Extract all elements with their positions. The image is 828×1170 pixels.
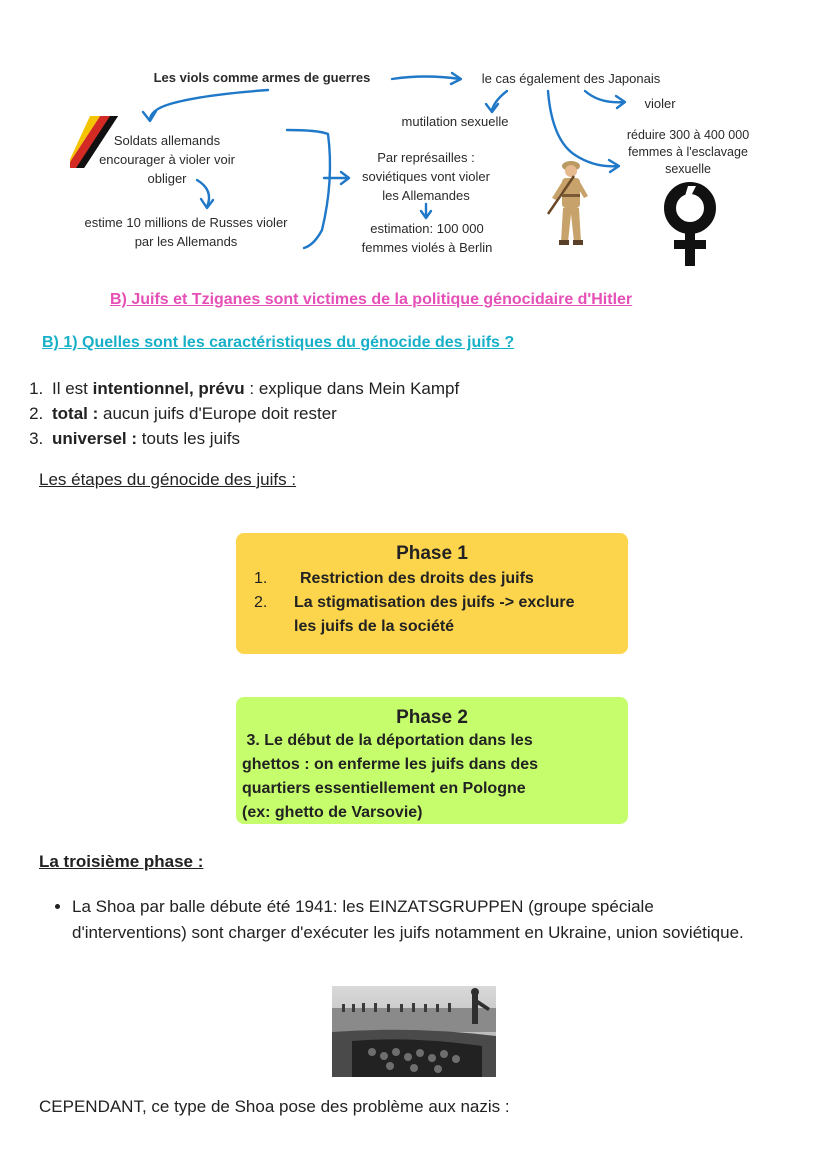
phase2-line: (ex: ghetto de Varsovie) <box>242 804 423 821</box>
phase1-box <box>236 533 628 654</box>
phase2-line: 3. Le début de la déportation dans les <box>242 732 533 749</box>
diagram-reprisals: Par représailles : soviétiques vont violer les Allemandes <box>362 150 490 203</box>
third-phase-title: La troisième phase : <box>39 852 204 871</box>
broken-female-symbol-icon <box>658 178 722 268</box>
phase2-title: Phase 2 <box>396 707 468 728</box>
characteristic-item: 2. total : aucun juifs d'Europe doit rester <box>48 401 776 426</box>
phase1-item: 2. La stigmatisation des juifs -> exclure <box>254 594 575 611</box>
phase1-title: Phase 1 <box>396 543 468 564</box>
section-b-title: B) Juifs et Tziganes sont victimes de la politique génocidaire d'Hitler <box>110 291 633 308</box>
diagram-slavery: réduire 300 à 400 000 femmes à l'esclavage sexuelle <box>626 128 750 176</box>
diagram-mutilation: mutilation sexuelle <box>401 114 509 129</box>
phase2-box <box>236 697 628 824</box>
phase2-line: quartiers essentiellement en Pologne <box>242 780 526 797</box>
phase1-item: 1. Restriction des droits des juifs <box>254 570 534 587</box>
characteristic-item: 1. Il est intentionnel, prévu : explique dans Mein Kampf <box>48 376 776 401</box>
steps-title: Les étapes du génocide des juifs : <box>39 470 297 489</box>
diagram-soldiers: Soldats allemands encourager à violer voir obliger <box>99 133 235 186</box>
phase2-line: ghettos : on enferme les juifs dans des <box>242 756 539 773</box>
soldier-icon <box>540 158 600 250</box>
diagram-estimate-russians: estime 10 millions de Russes violer par les Allemands <box>84 215 288 249</box>
diagram-title: Les viols comme armes de guerres <box>153 70 371 85</box>
phase1-item-cont: les juifs de la société <box>294 618 455 635</box>
diagram-violer: violer <box>644 96 676 111</box>
execution-photo <box>332 986 496 1077</box>
characteristics-list <box>16 376 776 451</box>
question-title: B) 1) Quelles sont les caractéristiques du génocide des juifs ? <box>42 334 515 351</box>
characteristic-item: 3. universel : touts les juifs <box>48 426 776 451</box>
diagram-estimation-berlin: estimation: 100 000 femmes violés à Berlin <box>361 221 493 255</box>
conclusion-text: CEPENDANT, ce type de Shoa pose des problème aux nazis : <box>39 1097 510 1116</box>
diagram-japan: le cas également des Japonais <box>481 71 661 86</box>
third-phase-bullet: • La Shoa par balle débute été 1941: les EINZATSGRUPPEN (groupe spéciale d'interventions) sont charger d'exécuter les juifs notamment en Ukraine, union soviétique. <box>72 894 758 946</box>
third-phase-list <box>38 894 758 946</box>
